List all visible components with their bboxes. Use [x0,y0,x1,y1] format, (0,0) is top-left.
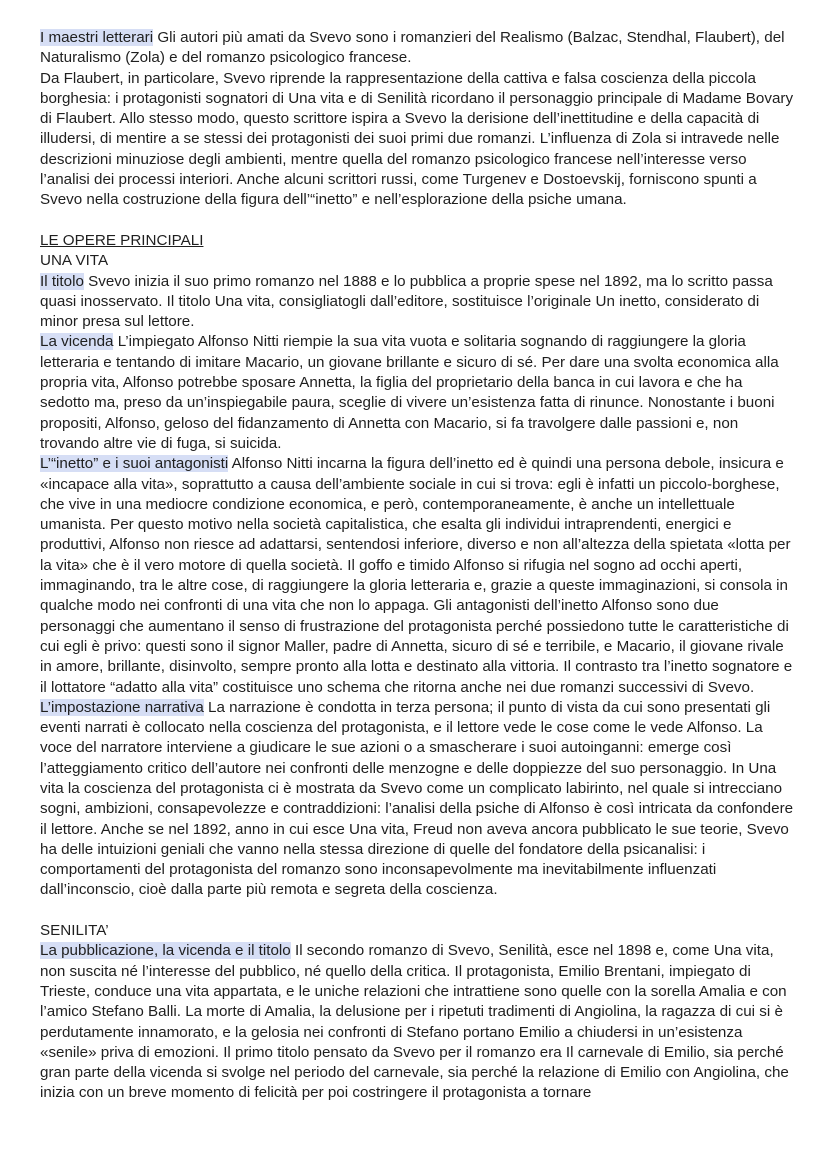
paragraph-text: Svevo inizia il suo primo romanzo nel 1888 e lo pubblica a proprie spese nel 1892, ma lo scritto passa quasi inosservato. Il titolo Una vita, consigliatogli dall’editore, sostituisce l’originale Un inetto, considerato di minor presa sul lettore. [40,272,773,331]
highlight-label: I maestri letterari [40,29,154,46]
paragraph-pubblicazione [40,941,794,1103]
highlight-label: L’impostazione narrativa [40,698,204,716]
paragraph-titolo [40,272,794,333]
highlight-label: La pubblicazione, la vicenda e il titolo [40,942,291,960]
paragraph-impostazione [40,698,794,901]
paragraph-text: Alfonso Nitti incarna la figura dell’inetto ed è quindi una persona debole, insicura e «incapace alla vita», soprattutto a causa dell’ambiente sociale in cui si trova: egli è infatti un piccolo-borghese, che vive in una mediocre condizione economica, e però, contemporaneamente, è anche un intellettuale umanista. Per questo motivo nella società capitalistica, che esalta gli individui intraprendenti, energici e produttivi, Alfonso non riesce ad adattarsi, sentendosi inferiore, diverso e non all’altezza della spietata «lotta per la vita» che è il vero motore di quella società. Il goffo e timido Alfonso si rifugia nel sogno ad occhi aperti, immaginando, tra le altre cose, di raggiungere la gloria letteraria e, grazie a queste immaginazioni, si consola in qualche modo nei confronti di una vita che non lo appaga. Gli antagonisti dell’inetto Alfonso sono due personaggi che aumentano il senso di frustrazione del protagonista perché possiedono tutte le caratteristiche di cui egli è privo: questi sono il signor Maller, padre di Annetta, sicuro di sé e terribile, e Macario, il giovane rivale in amore, brillante, disinvolto, sempre pronto alla lotta e destinato alla vittoria. Il contrasto tra l’inetto sognatore e il lottatore “adatto alla vita” costituisce uno schema che ritorna anche nei due romanzi successivi di Svevo. [40,455,793,696]
paragraph-inetto [40,454,794,698]
paragraph-text: L’impiegato Alfonso Nitti riempie la sua vita vuota e solitaria sognando di raggiungere la gloria letteraria e tentando di imitare Macario, un giovane brillante e sicuro di sé. Per dare una svolta economica alla propria vita, Alfonso potrebbe sposare Annetta, la figlia del proprietario della banca in cui lavora e che ha sedotto ma, preso da un’inspiegabile paura, sceglie di vivere un’esistenza fatta di rinunce. Nonostante i buoni propositi, Alfonso, geloso del fidanzamento di Annetta con Macario, si fa travolgere dalle passioni e, non trovando altre vie di fuga, si suicida. [40,333,779,452]
subheading-una-vita: UNA VITA [40,252,109,270]
section-heading-opere: LE OPERE PRINCIPALI [40,231,204,249]
paragraph-spacer [40,901,794,921]
paragraph-spacer [40,211,794,231]
highlight-label: L’“inetto” e i suoi antagonisti [40,455,229,473]
paragraph-text: Gli autori più amati da Svevo sono i romanzieri del Realismo (Balzac, Stendhal, Flaubert), del Naturalismo (Zola) e del romanzo psicologico francese. [40,29,785,67]
paragraph-text: La narrazione è condotta in terza persona; il punto di vista da cui sono presentati gli eventi narrati è collocato nella coscienza del protagonista, e il lettore vede le cose come le vede Alfonso. La voce del narratore interviene a giudicare le sue azioni o a smascherare i suoi autoinganni: emerge così l’atteggiamento critico dell’autore nei confronti delle menzogne e delle doppiezze del suo personaggio. In Una vita la coscienza del protagonista ci è mostrata da Svevo come un complicato labirinto, nel quale si intrecciano sogni, ambizioni, consapevolezze e contraddizioni: l’analisi della psiche di Alfonso è così intricata da confondere il lettore. Anche se nel 1892, anno in cui esce Una vita, Freud non aveva ancora pubblicato le sue teorie, Svevo ha delle intuizioni geniali che vanno nella stessa direzione di quelle del fondatore della psicanalisi: i comportamenti del protagonista del romanzo sono inconsapevolmente ma inevitabilmente influenzati dall’inconscio, cioè dalla parte più remota e segreta della coscienza. [40,698,794,899]
paragraph-vicenda [40,332,794,454]
paragraph-flaubert: Da Flaubert, in particolare, Svevo riprende la rappresentazione della cattiva e falsa coscienza della piccola borghesia: i protagonisti sognatori di Una vita e di Senilità ricordano il personaggio principale di Madame Bovary di Flaubert. Allo stesso modo, questo scrittore ispira a Svevo la derisione dell’inettitudine e della capacità di illudersi, di mentire a se stessi dei protagonisti dei suoi primi due romanzi. L’influenza di Zola si intravede nelle descrizioni minuziose degli ambienti, mentre quella del romanzo psicologico francese nell’interesse verso l’analisi dei processi interiori. Anche alcuni scrittori russi, come Turgenev e Dostoevskij, forniscono spunti a Svevo nella costruzione della figura dell’“inetto” e nell’esplorazione della psiche umana. [40,69,794,209]
highlight-label: Il titolo [40,272,84,290]
subheading-senilita: SENILITA’ [40,922,109,940]
paragraph-maestri-letterari [40,28,794,69]
highlight-label: La vicenda [40,333,114,351]
paragraph-text: Il secondo romanzo di Svevo, Senilità, esce nel 1898 e, come Una vita, non suscita né l’interesse del pubblico, né quello della critica. Il protagonista, Emilio Brentani, impiegato di Trieste, conduce una vita appartata, e le uniche relazioni che intrattiene sono quelle con la sorella Amalia e con l’amico Stefano Balli. La morte di Amalia, la delusione per i ripetuti tradimenti di Angiolina, la ragazza di cui si è perdutamente innamorato, e la gelosia nei confronti di Stefano portano Emilio a chiudersi in un’esistenza «senile» priva di emozioni. Il primo titolo pensato da Svevo per il romanzo era Il carnevale di Emilio, sia perché gran parte della vicenda si svolge nel periodo del carnevale, sia perché la relazione di Emilio con Angiolina, che inizia con un breve momento di felicità per poi costringere il protagonista a tornare [40,942,789,1102]
